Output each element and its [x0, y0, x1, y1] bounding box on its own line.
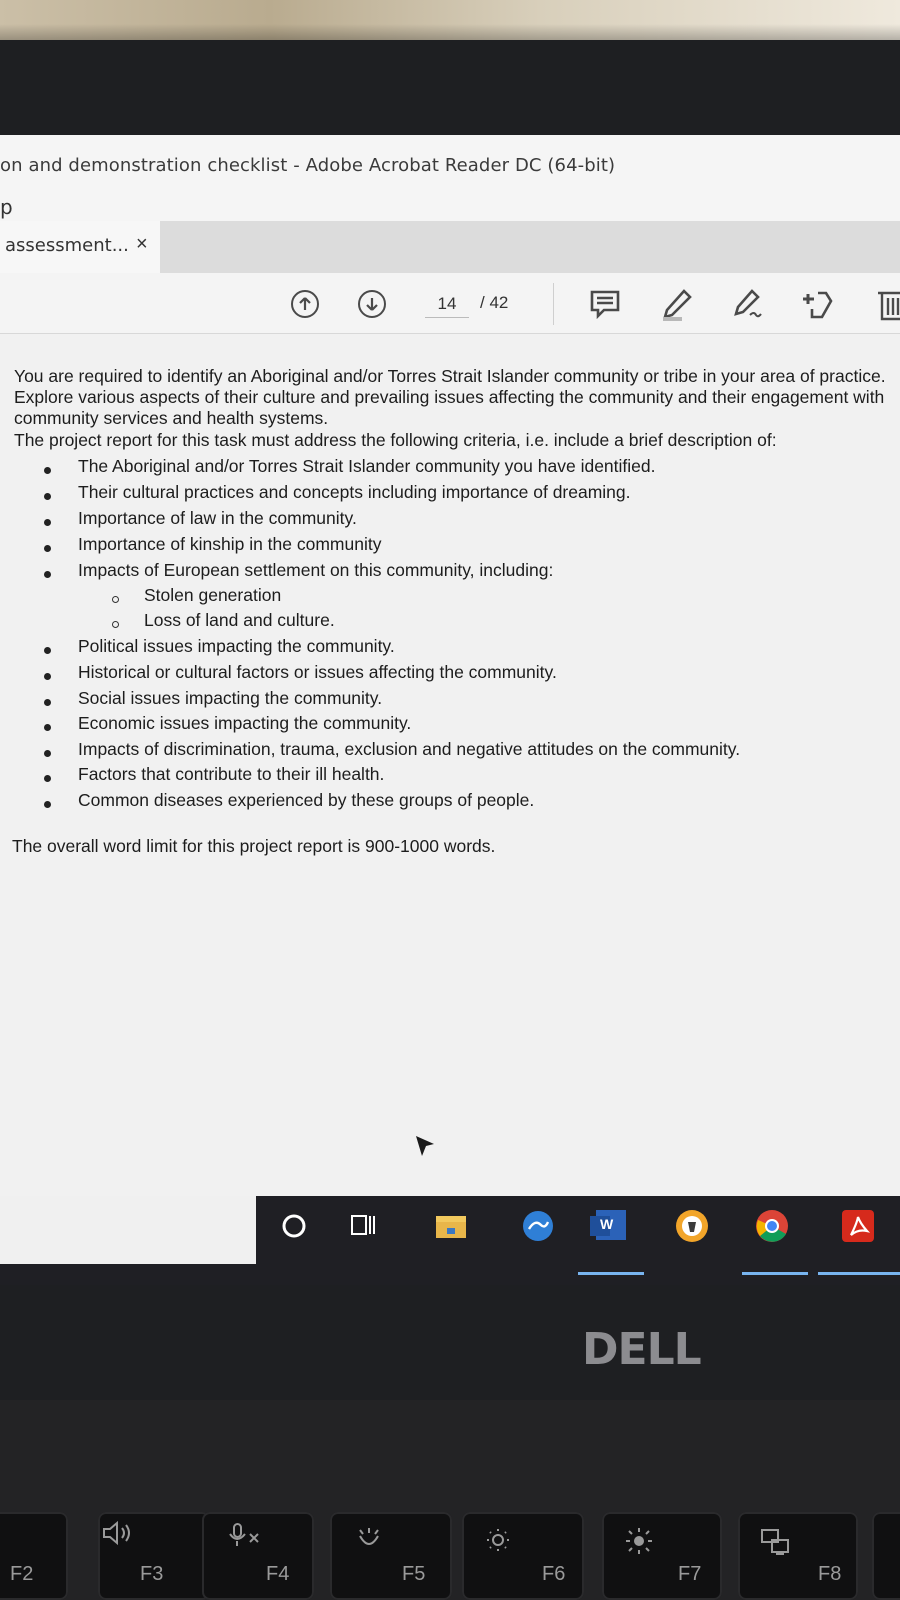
list-item: Importance of kinship in the community: [78, 534, 382, 554]
task-view-button[interactable]: [344, 1206, 384, 1246]
page-number-input[interactable]: [425, 291, 469, 318]
folder-icon: [434, 1212, 468, 1240]
menu-bar: [0, 195, 900, 221]
key-partial[interactable]: [872, 1512, 900, 1600]
key-label: F7: [678, 1563, 702, 1585]
acrobat-active-underline: [818, 1272, 900, 1275]
key-f6[interactable]: [462, 1512, 584, 1600]
acrobat-button[interactable]: [838, 1206, 878, 1246]
chrome-button[interactable]: [752, 1206, 792, 1246]
file-explorer-button[interactable]: [431, 1206, 471, 1246]
sub-bullet-ring: [112, 621, 119, 628]
list-item: Social issues impacting the community.: [78, 688, 383, 708]
word-active-underline: [578, 1272, 644, 1275]
bullet-dot: [44, 775, 51, 782]
bullet-dot: [44, 699, 51, 706]
taskbar: [0, 1196, 900, 1285]
criteria-text: The project report for this task must address the following criteria, i.e. include a brief description of:: [14, 430, 777, 450]
acrobat-icon: [841, 1209, 875, 1243]
sign-icon[interactable]: [730, 287, 764, 321]
blue-app-icon: [521, 1209, 555, 1243]
previous-page-button[interactable]: [291, 290, 319, 318]
list-item: Importance of law in the community.: [78, 508, 357, 528]
sub-list-item: Loss of land and culture.: [144, 610, 335, 630]
mouse-pointer-icon: [414, 1134, 436, 1160]
key-label: F3: [140, 1563, 164, 1585]
list-item: The Aboriginal and/or Torres Strait Islander community you have identified.: [78, 456, 656, 476]
chrome-active-underline: [742, 1272, 808, 1275]
fill-form-icon[interactable]: [800, 287, 834, 321]
brightness-up-icon: [624, 1526, 654, 1556]
comment-icon[interactable]: [588, 287, 622, 321]
arrow-down-icon: [364, 296, 380, 312]
bullet-dot: [44, 519, 51, 526]
bullet-dot: [44, 647, 51, 654]
close-icon[interactable]: ×: [136, 233, 148, 255]
document-page: [0, 334, 900, 1196]
toolbar-divider: [553, 283, 554, 325]
page-total: / 42: [480, 293, 509, 312]
key-label: F4: [266, 1563, 290, 1585]
bullet-dot: [44, 467, 51, 474]
list-item: Economic issues impacting the community.: [78, 713, 412, 733]
list-item: Impacts of European settlement on this community, including:: [78, 560, 554, 580]
bullet-dot: [44, 673, 51, 680]
title-bar: [0, 135, 900, 195]
bullet-dot: [44, 571, 51, 578]
tab-bar: [0, 221, 900, 273]
next-page-button[interactable]: [358, 290, 386, 318]
brave-button[interactable]: [672, 1206, 712, 1246]
intro-paragraph: You are required to identify an Aboriginal and/or Torres Strait Islander community or tribe in your area of practice. Explore various aspects of their culture and prevailing issues affecting the community and their engagement with community services and health systems.: [14, 366, 886, 428]
trash-icon[interactable]: [874, 287, 900, 321]
key-f7[interactable]: [602, 1512, 722, 1600]
document-tab[interactable]: [0, 221, 160, 273]
display-switch-icon: [760, 1528, 792, 1558]
bullet-dot: [44, 801, 51, 808]
mic-mute-icon: [226, 1522, 262, 1548]
screen: [0, 135, 900, 1285]
list-item: Their cultural practices and concepts including importance of dreaming.: [78, 482, 631, 502]
bullet-dot: [44, 545, 51, 552]
key-f4[interactable]: [202, 1512, 314, 1600]
bullet-dot: [44, 493, 51, 500]
toolbar: [0, 273, 900, 334]
key-f5[interactable]: [330, 1512, 452, 1600]
list-item: Common diseases experienced by these groups of people.: [78, 790, 535, 810]
sub-list-item: Stolen generation: [144, 585, 282, 605]
brightness-down-icon: [484, 1526, 512, 1554]
key-f2[interactable]: [0, 1512, 68, 1600]
list-item: Factors that contribute to their ill health.: [78, 764, 385, 784]
keyboard-backlight-icon: [354, 1526, 384, 1552]
key-label: F5: [402, 1563, 426, 1585]
word-limit-text: The overall word limit for this project report is 900-1000 words.: [12, 836, 496, 856]
shield-browser-icon: [674, 1208, 710, 1244]
arrow-up-icon: [297, 296, 313, 312]
list-item: Historical or cultural factors or issues affecting the community.: [78, 662, 557, 682]
dell-logo: DELL: [582, 1324, 701, 1375]
list-item: Political issues impacting the community.: [78, 636, 395, 656]
key-label: F2: [10, 1563, 34, 1585]
cortana-button[interactable]: [274, 1206, 314, 1246]
taskbar-search-area[interactable]: [0, 1196, 256, 1264]
key-f3[interactable]: [98, 1512, 210, 1600]
cortana-circle-icon: [281, 1213, 307, 1239]
app-button[interactable]: [518, 1206, 558, 1246]
tab-label: assessment...: [5, 235, 129, 256]
bullet-dot: [44, 724, 51, 731]
key-f8[interactable]: [738, 1512, 858, 1600]
key-label: F6: [542, 1563, 566, 1585]
word-button[interactable]: [588, 1206, 628, 1246]
volume-up-icon: [98, 1520, 138, 1546]
list-item: Impacts of discrimination, trauma, exclusion and negative attitudes on the community.: [78, 739, 741, 759]
task-view-icon: [349, 1212, 379, 1240]
word-letter: W: [600, 1216, 614, 1232]
menu-item-help[interactable]: p: [0, 195, 13, 219]
sub-bullet-ring: [112, 596, 119, 603]
key-label: F8: [818, 1563, 842, 1585]
window-title: on and demonstration checklist - Adobe Acrobat Reader DC (64-bit): [0, 155, 616, 176]
chrome-icon: [754, 1208, 790, 1244]
highlight-pen-icon[interactable]: [660, 287, 694, 321]
bullet-dot: [44, 750, 51, 757]
